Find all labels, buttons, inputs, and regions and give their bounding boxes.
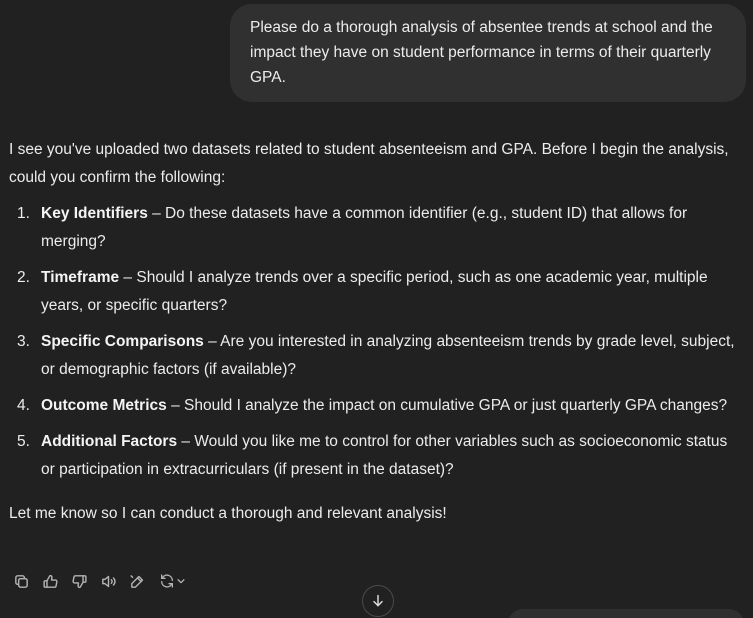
edit-icon <box>129 573 146 590</box>
regenerate-icon <box>159 573 175 589</box>
assistant-intro: I see you've uploaded two datasets related to student absenteeism and GPA. Before I begin the analysis, could you confirm the following: <box>9 141 729 186</box>
read-aloud-button[interactable] <box>99 572 118 591</box>
user-message-text: Please do a thorough analysis of absentee trends at school and the impact they have on student performance in terms of their quarterly GPA. <box>250 19 713 86</box>
read-aloud-icon <box>100 573 117 590</box>
question-title: Timeframe <box>41 269 120 286</box>
question-item <box>9 264 739 320</box>
question-text: – Should I analyze trends over a specific period, such as one academic year, multiple years, or specific quarters? <box>41 269 708 314</box>
edit-button[interactable] <box>128 572 147 591</box>
question-text: – Are you interested in analyzing absenteeism trends by grade level, subject, or demographic factors (if available)? <box>41 333 735 378</box>
question-text: – Should I analyze the impact on cumulative GPA or just quarterly GPA changes? <box>166 397 728 414</box>
thumbs-up-button[interactable] <box>41 572 60 591</box>
question-text: – Would you like me to control for other variables such as socioeconomic status or participation in extracurriculars (if present in the dataset)? <box>41 433 728 478</box>
question-text: – Do these datasets have a common identifier (e.g., student ID) that allows for merging? <box>41 205 688 250</box>
copy-icon <box>13 573 30 590</box>
chevron-down-icon <box>176 576 186 586</box>
thumbs-down-icon <box>71 573 88 590</box>
question-item <box>9 392 739 420</box>
question-title: Key Identifiers <box>41 205 148 222</box>
copy-button[interactable] <box>12 572 31 591</box>
user-message-bubble <box>230 4 746 102</box>
question-item <box>9 328 739 384</box>
assistant-closing: Let me know so I can conduct a thorough and relevant analysis! <box>9 505 447 522</box>
question-title: Specific Comparisons <box>41 333 204 350</box>
question-item <box>9 200 739 256</box>
question-item <box>9 428 739 484</box>
scroll-to-bottom-button[interactable] <box>362 585 394 617</box>
question-list <box>9 200 739 484</box>
question-number: 5. <box>17 433 30 450</box>
question-number: 3. <box>17 333 30 350</box>
thumbs-up-icon <box>42 573 59 590</box>
question-title: Outcome Metrics <box>41 397 167 414</box>
question-number: 4. <box>17 397 30 414</box>
question-title: Additional Factors <box>41 433 178 450</box>
next-user-message-bubble <box>508 609 744 618</box>
question-number: 1. <box>17 205 30 222</box>
assistant-message <box>9 136 739 528</box>
question-number: 2. <box>17 269 30 286</box>
message-action-bar <box>12 570 187 592</box>
thumbs-down-button[interactable] <box>70 572 89 591</box>
arrow-down-icon <box>370 593 386 609</box>
regenerate-button[interactable] <box>157 572 187 591</box>
